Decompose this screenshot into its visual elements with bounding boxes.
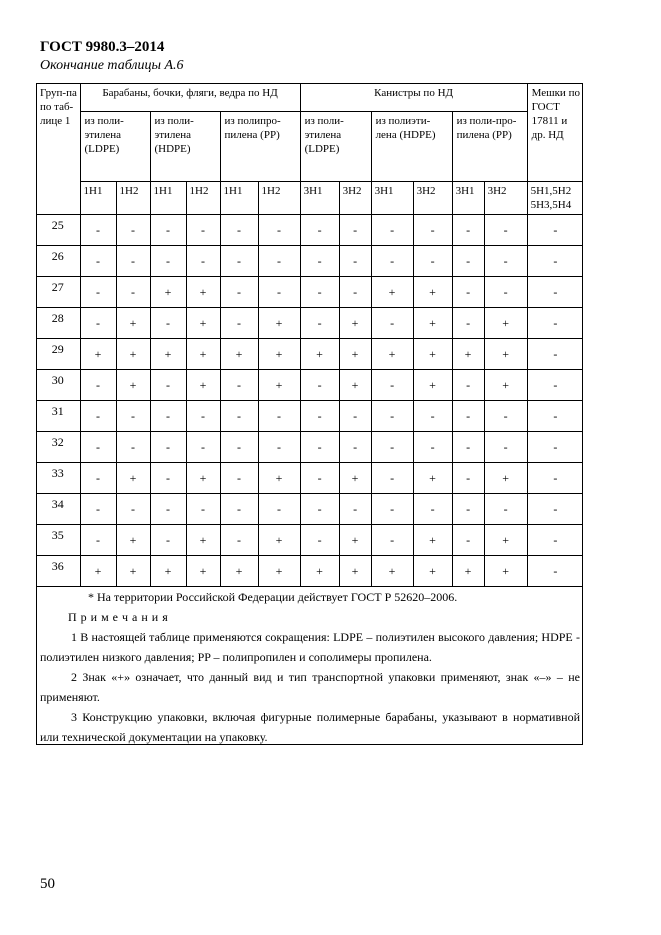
value-cell: - (186, 494, 220, 525)
value-cell: - (80, 401, 116, 432)
group-number: 25 (36, 215, 80, 246)
code-cell: 5Н1,5Н2 5Н3,5Н4 (527, 182, 583, 215)
value-cell: + (300, 556, 339, 587)
value-cell: + (413, 308, 452, 339)
value-cell: + (413, 556, 452, 587)
table-row (36, 277, 583, 308)
canisters-header: Канистры по НД (300, 84, 527, 112)
value-cell: - (339, 246, 371, 277)
value-cell: - (150, 432, 186, 463)
group-number: 33 (36, 463, 80, 494)
value-cell: + (116, 339, 150, 370)
value-cell: + (258, 463, 300, 494)
bags-header: Мешки по ГОСТ 17811 и др. НД (527, 84, 583, 182)
value-cell: + (258, 339, 300, 370)
value-cell: - (300, 401, 339, 432)
value-cell: + (116, 463, 150, 494)
packaging-table (36, 83, 583, 587)
value-cell: + (339, 308, 371, 339)
value-cell: + (116, 525, 150, 556)
value-cell: - (339, 277, 371, 308)
value-cell: - (150, 308, 186, 339)
value-cell: - (413, 494, 452, 525)
value-cell: + (484, 525, 527, 556)
value-cell: + (116, 556, 150, 587)
value-cell: + (413, 525, 452, 556)
code-cell: 3Н2 (339, 182, 371, 215)
code-cell: 1Н2 (186, 182, 220, 215)
value-cell: - (371, 525, 413, 556)
value-cell: + (150, 556, 186, 587)
value-cell: - (452, 370, 484, 401)
value-cell: - (150, 401, 186, 432)
value-cell: - (452, 401, 484, 432)
table-row (36, 370, 583, 401)
value-cell: - (371, 246, 413, 277)
sub-header-drums-pp: из полипро-пилена (PP) (220, 112, 300, 182)
value-cell: - (527, 277, 583, 308)
value-cell: - (300, 494, 339, 525)
value-cell: - (484, 246, 527, 277)
value-cell: - (371, 463, 413, 494)
value-cell: + (413, 370, 452, 401)
value-cell: - (300, 215, 339, 246)
value-cell: + (484, 339, 527, 370)
value-cell: - (116, 432, 150, 463)
value-cell: - (339, 432, 371, 463)
table-row (36, 556, 583, 587)
value-cell: - (150, 246, 186, 277)
value-cell: - (258, 215, 300, 246)
value-cell: - (116, 246, 150, 277)
value-cell: - (371, 432, 413, 463)
value-cell: - (80, 463, 116, 494)
value-cell: + (80, 556, 116, 587)
value-cell: + (371, 339, 413, 370)
group-number: 26 (36, 246, 80, 277)
value-cell: - (116, 215, 150, 246)
code-cell: 3Н2 (484, 182, 527, 215)
value-cell: - (150, 525, 186, 556)
value-cell: - (452, 494, 484, 525)
group-number: 34 (36, 494, 80, 525)
table-row (36, 401, 583, 432)
value-cell: - (371, 308, 413, 339)
code-cell: 3Н1 (371, 182, 413, 215)
value-cell: - (300, 370, 339, 401)
value-cell: - (258, 246, 300, 277)
value-cell: + (258, 308, 300, 339)
drums-header: Барабаны, бочки, фляги, ведра по НД (80, 84, 300, 112)
value-cell: + (413, 277, 452, 308)
value-cell: - (452, 215, 484, 246)
code-cell: 1Н2 (258, 182, 300, 215)
table-row (36, 215, 583, 246)
code-cell: 1Н1 (80, 182, 116, 215)
value-cell: - (220, 401, 258, 432)
value-cell: - (413, 401, 452, 432)
value-cell: - (527, 525, 583, 556)
note-3: 3 Конструкцию упаковки, включая фигурные полимерные барабаны, указывают в нормативной или технической документации на упаковку. (40, 710, 580, 744)
value-cell: - (186, 432, 220, 463)
value-cell: - (452, 308, 484, 339)
table-row (36, 308, 583, 339)
value-cell: - (80, 246, 116, 277)
value-cell: + (186, 463, 220, 494)
table-row (36, 246, 583, 277)
value-cell: - (258, 432, 300, 463)
value-cell: - (527, 308, 583, 339)
value-cell: - (300, 463, 339, 494)
code-cell: 1Н1 (150, 182, 186, 215)
value-cell: - (452, 277, 484, 308)
code-cell: 1Н2 (116, 182, 150, 215)
value-cell: - (527, 494, 583, 525)
table-continuation-caption: Окончание таблицы А.6 (40, 58, 184, 73)
value-cell: - (484, 277, 527, 308)
group-number: 35 (36, 525, 80, 556)
value-cell: - (220, 246, 258, 277)
value-cell: - (527, 246, 583, 277)
value-cell: - (186, 401, 220, 432)
value-cell: - (80, 525, 116, 556)
value-cell: - (150, 370, 186, 401)
value-cell: - (116, 494, 150, 525)
value-cell: + (339, 339, 371, 370)
group-number: 28 (36, 308, 80, 339)
value-cell: + (452, 339, 484, 370)
value-cell: + (186, 525, 220, 556)
value-cell: - (300, 432, 339, 463)
code-cell: 3Н2 (413, 182, 452, 215)
code-cell: 3Н1 (452, 182, 484, 215)
value-cell: - (339, 215, 371, 246)
value-cell: + (413, 339, 452, 370)
table-row (36, 525, 583, 556)
value-cell: - (220, 370, 258, 401)
value-cell: - (258, 494, 300, 525)
group-number: 29 (36, 339, 80, 370)
sub-header-canisters-pp: из поли-про-пилена (PP) (452, 112, 527, 182)
value-cell: - (527, 339, 583, 370)
value-cell: - (150, 463, 186, 494)
group-header: Груп-па по таб-лице 1 (36, 84, 80, 215)
value-cell: + (371, 277, 413, 308)
value-cell: - (452, 525, 484, 556)
value-cell: + (339, 370, 371, 401)
value-cell: + (339, 525, 371, 556)
value-cell: + (484, 308, 527, 339)
note-1: 1 В настоящей таблице применяются сокращения: LDPE – полиэтилен высокого давления; HDPE - полиэтилен низкого давления; PP – полипропилен и сополимеры пропилена. (40, 630, 580, 664)
value-cell: + (186, 339, 220, 370)
value-cell: + (339, 463, 371, 494)
value-cell: - (484, 494, 527, 525)
table-row (36, 432, 583, 463)
value-cell: + (80, 339, 116, 370)
value-cell: + (116, 308, 150, 339)
value-cell: - (452, 432, 484, 463)
value-cell: - (371, 215, 413, 246)
value-cell: - (371, 401, 413, 432)
value-cell: - (339, 401, 371, 432)
group-number: 36 (36, 556, 80, 587)
value-cell: - (300, 246, 339, 277)
value-cell: + (150, 277, 186, 308)
value-cell: - (527, 463, 583, 494)
value-cell: - (80, 308, 116, 339)
value-cell: - (339, 494, 371, 525)
value-cell: - (220, 463, 258, 494)
value-cell: + (484, 556, 527, 587)
value-cell: - (300, 308, 339, 339)
footnotes (40, 587, 580, 747)
value-cell: + (413, 463, 452, 494)
table-row (36, 339, 583, 370)
value-cell: + (150, 339, 186, 370)
value-cell: - (484, 401, 527, 432)
value-cell: + (371, 556, 413, 587)
value-cell: + (452, 556, 484, 587)
value-cell: + (339, 556, 371, 587)
value-cell: + (484, 463, 527, 494)
value-cell: - (484, 215, 527, 246)
value-cell: - (371, 494, 413, 525)
value-cell: - (452, 246, 484, 277)
value-cell: - (80, 277, 116, 308)
value-cell: - (371, 370, 413, 401)
group-number: 27 (36, 277, 80, 308)
value-cell: - (527, 401, 583, 432)
value-cell: - (150, 494, 186, 525)
value-cell: - (527, 370, 583, 401)
standard-title: ГОСТ 9980.3–2014 (40, 39, 165, 55)
code-cell: 3Н1 (300, 182, 339, 215)
code-cell: 1Н1 (220, 182, 258, 215)
value-cell: + (186, 556, 220, 587)
value-cell: - (116, 401, 150, 432)
table-row (36, 494, 583, 525)
value-cell: - (80, 494, 116, 525)
value-cell: - (413, 215, 452, 246)
value-cell: - (150, 215, 186, 246)
value-cell: + (258, 556, 300, 587)
value-cell: + (300, 339, 339, 370)
value-cell: - (80, 215, 116, 246)
sub-header-canisters-ldpe: из поли-этилена (LDPE) (300, 112, 371, 182)
value-cell: + (186, 370, 220, 401)
value-cell: + (220, 339, 258, 370)
value-cell: - (527, 556, 583, 587)
value-cell: - (220, 215, 258, 246)
value-cell: - (258, 277, 300, 308)
value-cell: - (452, 463, 484, 494)
value-cell: + (186, 277, 220, 308)
value-cell: + (186, 308, 220, 339)
sub-header-canisters-hdpe: из полиэти-лена (HDPE) (371, 112, 452, 182)
value-cell: - (80, 370, 116, 401)
value-cell: - (186, 215, 220, 246)
asterisk-footnote: * На территории Российской Федерации действует ГОСТ Р 52620–2006. (88, 590, 458, 604)
notes-title: П р и м е ч а н и я (68, 610, 169, 624)
group-number: 31 (36, 401, 80, 432)
value-cell: - (413, 432, 452, 463)
value-cell: - (186, 246, 220, 277)
value-cell: - (527, 215, 583, 246)
page-number: 50 (40, 876, 55, 892)
value-cell: - (413, 246, 452, 277)
value-cell: + (258, 525, 300, 556)
note-2: 2 Знак «+» означает, что данный вид и тип транспортной упаковки применяют, знак «–» – не применяют. (40, 670, 580, 704)
value-cell: - (300, 277, 339, 308)
value-cell: - (220, 277, 258, 308)
value-cell: - (220, 525, 258, 556)
value-cell: - (484, 432, 527, 463)
value-cell: - (220, 432, 258, 463)
sub-header-drums-ldpe: из поли-этилена (LDPE) (80, 112, 150, 182)
value-cell: + (484, 370, 527, 401)
value-cell: + (220, 556, 258, 587)
value-cell: - (116, 277, 150, 308)
value-cell: - (220, 308, 258, 339)
table-row (36, 463, 583, 494)
value-cell: - (80, 432, 116, 463)
sub-header-drums-hdpe: из поли-этилена (HDPE) (150, 112, 220, 182)
value-cell: - (220, 494, 258, 525)
group-number: 32 (36, 432, 80, 463)
value-cell: - (527, 432, 583, 463)
value-cell: - (300, 525, 339, 556)
value-cell: + (116, 370, 150, 401)
value-cell: + (258, 370, 300, 401)
value-cell: - (258, 401, 300, 432)
group-number: 30 (36, 370, 80, 401)
